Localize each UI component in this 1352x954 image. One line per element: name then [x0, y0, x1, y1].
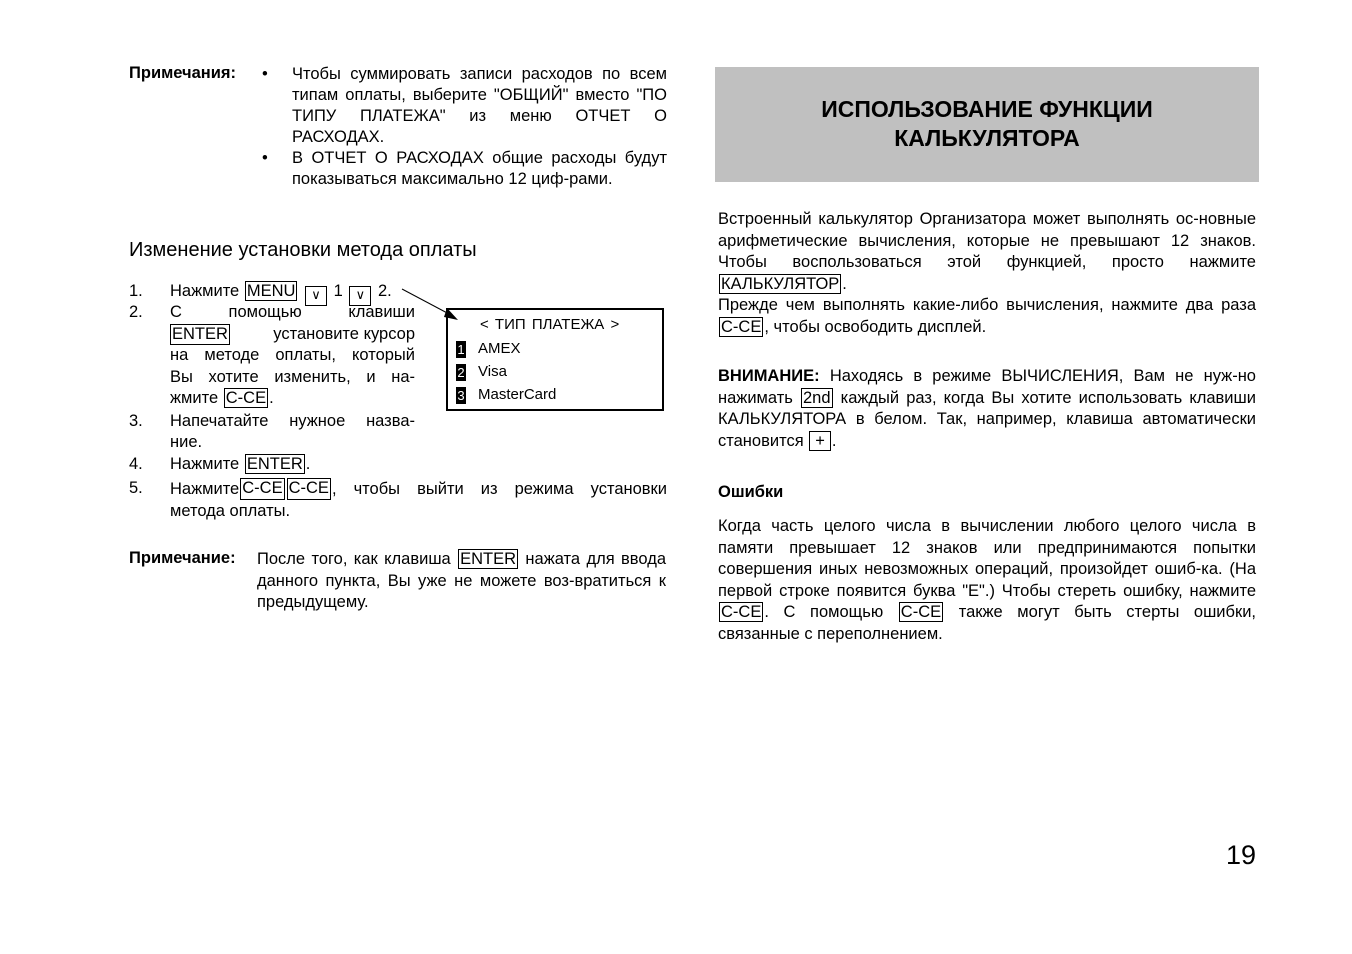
note-label: Примечание:: [129, 549, 236, 567]
step-text-part: Нажмите: [170, 455, 240, 473]
step-text-line: метода оплаты.: [170, 502, 291, 520]
step-text-part: Нажмите: [170, 282, 240, 300]
step-text-part: .: [305, 455, 311, 473]
calculator-key: КАЛЬКУЛЯТОР: [721, 274, 840, 293]
bullet-icon: •: [262, 65, 268, 83]
paragraph-text: .: [831, 431, 837, 450]
c-ce-key: C-CE: [225, 389, 267, 407]
note-text-part: нажата для ввода данного пункта, Вы уже не можете воз-вратиться к предыдущему.: [257, 550, 667, 611]
option-label: Visa: [478, 363, 507, 380]
section-header: [715, 67, 1259, 182]
section-title-line: ИСПОЛЬЗОВАНИЕ ФУНКЦИИ: [821, 96, 1153, 122]
bullet-icon: •: [262, 149, 268, 167]
step-text-part: жмите: [170, 389, 219, 407]
section-title-line: КАЛЬКУЛЯТОРА: [894, 125, 1080, 151]
enter-key: ENTER: [460, 550, 517, 568]
down-arrow-key-icon: ∨: [305, 286, 327, 306]
note-text: [257, 549, 666, 614]
step-text-part: .: [269, 389, 274, 407]
step-text-line: на методе оплаты, который: [170, 346, 415, 364]
list-item: [262, 64, 667, 148]
option-label: AMEX: [478, 340, 521, 357]
paragraph-text: каждый раз, когда Вы хотите использовать клавиши КАЛЬКУЛЯТОРА в белом. Так, например, клавиша автоматически становится: [718, 388, 1256, 450]
paragraph-text: Встроенный калькулятор Организатора может выполнять ос-новные арифметические вычисления, которые не превышают 12 знаков. Чтобы воспользоваться этой функцией, просто нажмите: [718, 210, 1256, 271]
note-text: Чтобы суммировать записи расходов по всем типам оплаты, выберите "ОБЩИЙ" вместо "ПО ТИПУ ПЛАТЕЖА" из меню ОТЧЕТ О РАСХОДАХ.: [292, 65, 667, 146]
intro-paragraph-2: [718, 295, 1256, 338]
note-text: В ОТЧЕТ О РАСХОДАХ общие расходы будут показываться максимально 12 циф-рами.: [292, 149, 667, 188]
display-option: [456, 386, 556, 404]
step-text-part: 1: [333, 282, 343, 300]
display-title: < ТИП ПЛАТЕЖА >: [480, 316, 620, 333]
display-option: [456, 363, 507, 381]
intro-paragraph: [718, 209, 1256, 295]
notes-list: [262, 64, 667, 190]
c-ce-key: C-CE: [240, 478, 284, 500]
warning-paragraph: [718, 366, 1256, 452]
paragraph-text: Находясь в режиме ВЫЧИСЛЕНИЯ, Вам не нуж-но нажимать: [718, 367, 1256, 407]
step-text-part: Нажмите: [170, 480, 240, 498]
step-text: [170, 454, 310, 476]
option-index: 3: [457, 387, 465, 403]
step-text-line: Напечатайте нужное назва-: [170, 412, 415, 430]
step-text-line: С помощью клавиши: [170, 303, 415, 321]
c-ce-key: C-CE: [900, 603, 942, 621]
c-ce-key: C-CE: [721, 603, 762, 621]
paragraph-text: Когда часть целого числа в вычислении любого целого числа в памяти превышает 12 знаков или предпринимаются попытки совершения иных невозможных операций, произойдет ошиб-ка. (На первой строке появится буква "E".) Чтобы стереть ошибку, нажмите: [718, 517, 1256, 600]
step-3-text: [170, 411, 415, 453]
c-ce-key: C-CE: [721, 317, 762, 336]
step-text-line: [170, 388, 415, 410]
notes-label: Примечания:: [129, 64, 237, 82]
step-text-line: Вы хотите изменить, и на-: [170, 367, 415, 386]
paragraph-text: Прежде чем выполнять какие-либо вычисления, нажмите два раза: [718, 296, 1256, 314]
paragraph-text: , чтобы освободить дисплей.: [764, 317, 987, 336]
enter-key: ENTER: [170, 324, 230, 346]
menu-key: MENU: [246, 282, 296, 300]
enter-key: ENTER: [246, 455, 303, 473]
errors-heading: Ошибки: [718, 483, 784, 501]
c-ce-key: C-CE: [287, 478, 331, 500]
step-text-line: [170, 324, 415, 346]
paragraph-text: .: [842, 274, 847, 293]
step-number: 2.: [129, 303, 143, 321]
step-2-text: [170, 302, 415, 410]
step-number: 4.: [129, 455, 143, 473]
paragraph-text: также могут быть стерты ошибки, связанные с переполнением.: [718, 603, 1256, 643]
step-number: 5.: [129, 479, 143, 497]
option-index: 1: [457, 341, 465, 357]
step-text-part: , чтобы выйти из режима установки: [331, 480, 667, 498]
paragraph-text: . С помощью: [764, 603, 884, 621]
list-item: [262, 148, 667, 190]
page-number: 19: [1226, 840, 1257, 870]
payment-type-display: [446, 308, 664, 411]
step-text-part: установите курсор: [273, 324, 415, 343]
step-5-text: [170, 478, 667, 522]
section-subheading: Изменение установки метода оплаты: [129, 239, 477, 261]
step-text-line: ние.: [170, 433, 203, 451]
down-arrow-key-icon: ∨: [349, 286, 371, 306]
2nd-key: 2nd: [802, 388, 831, 407]
step-text-part: 2.: [378, 282, 392, 300]
option-label: MasterCard: [478, 386, 557, 403]
step-number: 3.: [129, 412, 143, 430]
warning-label: ВНИМАНИЕ:: [718, 367, 820, 385]
display-option: [456, 340, 521, 358]
note-text-part: После того, как клавиша: [257, 550, 451, 568]
step-number: 1.: [129, 282, 143, 300]
errors-paragraph: [718, 516, 1256, 645]
step-text-line: [170, 478, 667, 500]
option-index: 2: [457, 364, 465, 380]
plus-key: +: [809, 431, 831, 451]
